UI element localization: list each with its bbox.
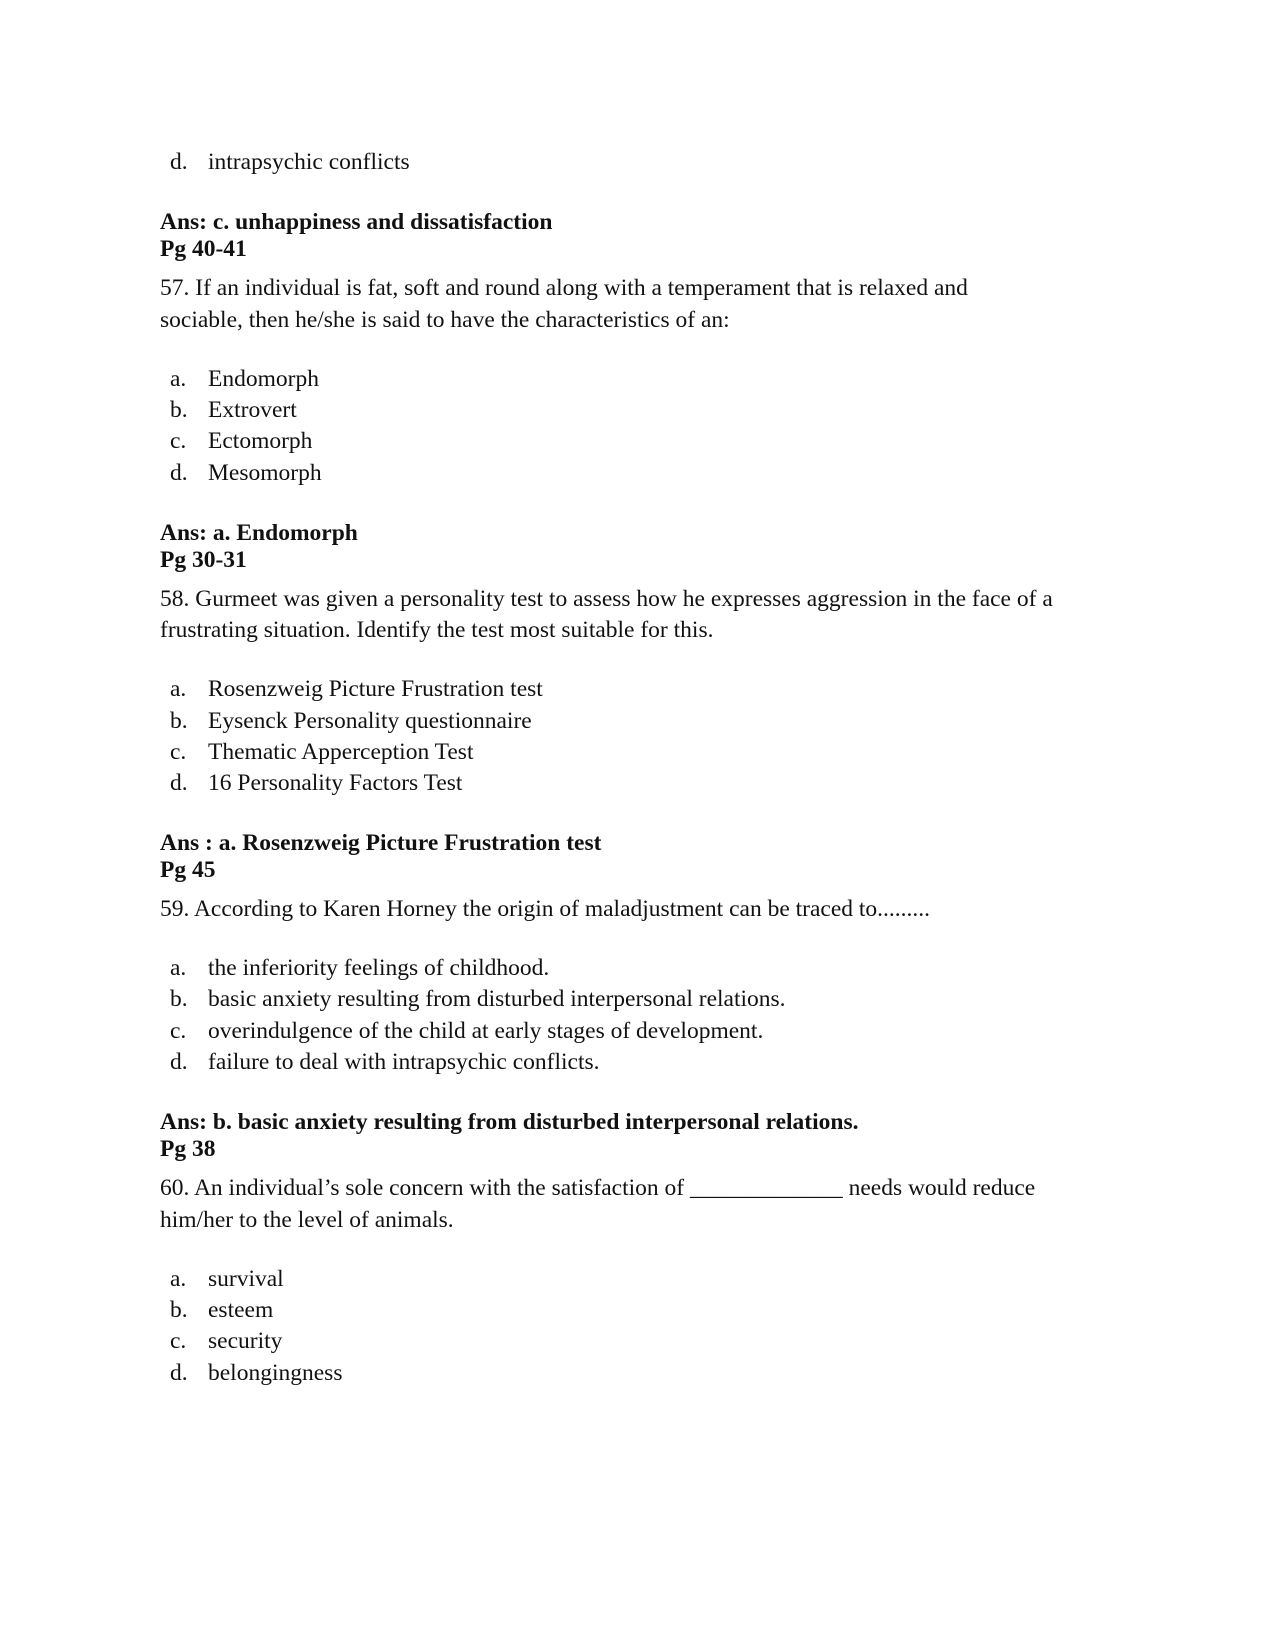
option-text: Endomorph (208, 366, 319, 392)
option-letter: b. (170, 397, 188, 423)
option-letter: b. (170, 1297, 188, 1323)
option-item (170, 952, 549, 984)
option-letter: b. (170, 708, 188, 734)
option-item (170, 425, 312, 457)
option-letter: c. (170, 739, 187, 765)
option-item (170, 146, 410, 178)
option-text: basic anxiety resulting from disturbed interpersonal relations. (208, 986, 786, 1012)
option-text: belongingness (208, 1360, 343, 1386)
option-item (170, 1325, 282, 1357)
option-text: overindulgence of the child at early stages of development. (208, 1018, 764, 1044)
option-text: Ectomorph (208, 428, 313, 454)
question-text: 59. According to Karen Horney the origin of maladjustment can be traced to......... (160, 896, 931, 922)
question-text: him/her to the level of animals. (160, 1207, 454, 1233)
answer-line: Ans : a. Rosenzweig Picture Frustration test (160, 830, 602, 856)
option-item (170, 1294, 273, 1326)
option-item (170, 983, 786, 1015)
option-text: esteem (208, 1297, 274, 1323)
option-letter: d. (170, 1360, 188, 1386)
option-item (170, 394, 297, 426)
option-letter: c. (170, 1018, 187, 1044)
option-text: intrapsychic conflicts (208, 149, 410, 175)
option-letter: a. (170, 366, 187, 392)
option-letter: a. (170, 1266, 187, 1292)
option-item (170, 457, 322, 489)
question-text: 58. Gurmeet was given a personality test to assess how he expresses aggression in the face of a (160, 586, 1053, 612)
option-text: Thematic Apperception Test (208, 739, 474, 765)
page-reference: Pg 40-41 (160, 236, 247, 262)
option-letter: d. (170, 460, 188, 486)
option-text: failure to deal with intrapsychic conflicts. (208, 1049, 600, 1075)
answer-line: Ans: a. Endomorph (160, 520, 358, 546)
option-item (170, 1263, 284, 1295)
option-letter: a. (170, 955, 187, 981)
page-reference: Pg 45 (160, 857, 216, 883)
option-item (170, 1357, 342, 1389)
option-text: survival (208, 1266, 284, 1292)
option-letter: d. (170, 1049, 188, 1075)
option-text: Extrovert (208, 397, 297, 423)
option-item (170, 1046, 600, 1078)
option-item (170, 363, 319, 395)
option-text: Rosenzweig Picture Frustration test (208, 676, 543, 702)
option-text: 16 Personality Factors Test (208, 770, 463, 796)
option-text: security (208, 1328, 283, 1354)
option-letter: c. (170, 1328, 187, 1354)
option-letter: d. (170, 770, 188, 796)
option-item (170, 673, 543, 705)
answer-line: Ans: c. unhappiness and dissatisfaction (160, 209, 553, 235)
option-item (170, 705, 532, 737)
option-letter: c. (170, 428, 187, 454)
answer-line: Ans: b. basic anxiety resulting from disturbed interpersonal relations. (160, 1109, 859, 1135)
option-item (170, 736, 473, 768)
page-reference: Pg 30-31 (160, 547, 247, 573)
option-letter: b. (170, 986, 188, 1012)
page-reference: Pg 38 (160, 1136, 216, 1162)
question-text: frustrating situation. Identify the test most suitable for this. (160, 617, 714, 643)
option-text: Eysenck Personality questionnaire (208, 708, 532, 734)
question-text: 57. If an individual is fat, soft and round along with a temperament that is relaxed and (160, 275, 968, 301)
option-item (170, 767, 462, 799)
option-letter: d. (170, 149, 188, 175)
option-text: Mesomorph (208, 460, 322, 486)
question-text: 60. An individual’s sole concern with the satisfaction of _____________ needs would reduce (160, 1175, 1036, 1201)
option-item (170, 1015, 763, 1047)
option-letter: a. (170, 676, 187, 702)
option-text: the inferiority feelings of childhood. (208, 955, 550, 981)
question-text: sociable, then he/she is said to have the characteristics of an: (160, 307, 730, 333)
